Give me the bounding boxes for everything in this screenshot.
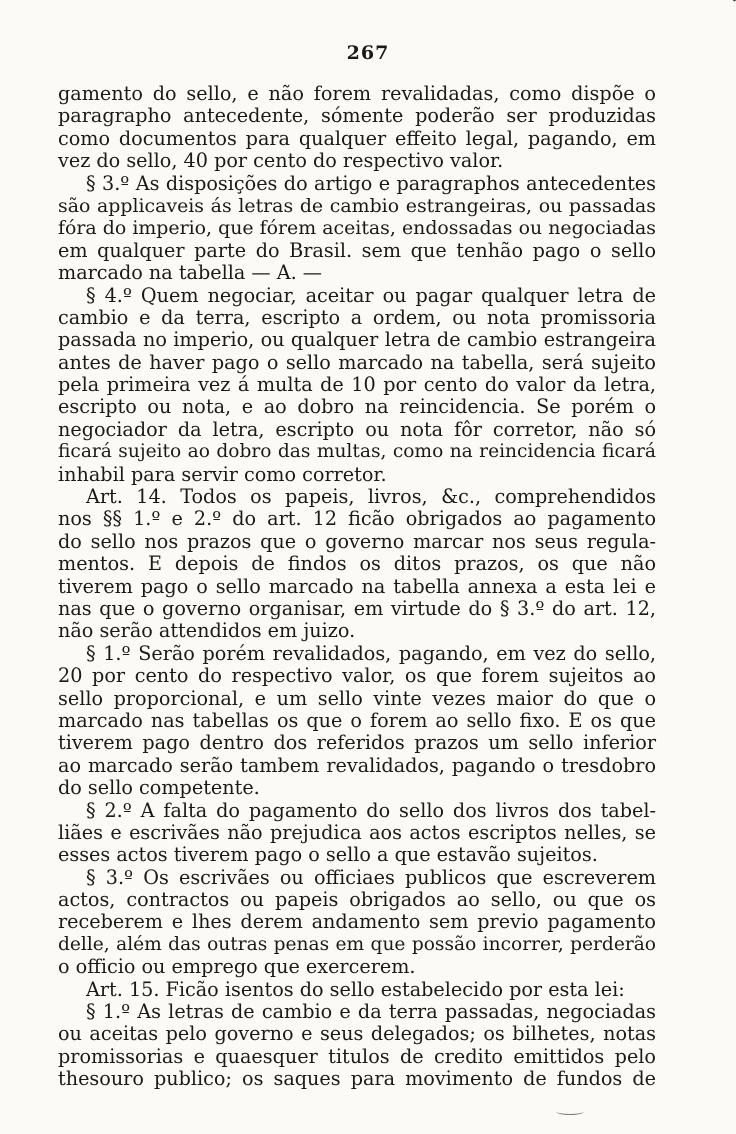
text-line: esses actos tiverem pago o sello a que estavão sujeitos. <box>58 843 598 867</box>
text-line: o officio ou emprego que exercerem. <box>58 955 416 979</box>
page-number: 267 <box>346 42 390 64</box>
text-line: promissorias e quaesquer titulos de credito emittidos pelo <box>58 1044 656 1068</box>
text-line: § 1.º As letras de cambio e da terra passadas, negociadas <box>86 1000 656 1024</box>
text-line: § 3.º Os escrivães ou officiaes publicos que escreverem <box>86 865 656 889</box>
text-line: ou aceitas pelo governo e seus delegados; os bilhetes, notas <box>58 1022 656 1046</box>
text-line: § 2.º A falta do pagamento do sello dos livros dos tabel- <box>86 798 656 822</box>
body-text <box>58 83 656 1091</box>
text-line: 20 por cento do respectivo valor, os que forem sujeitos ao <box>58 664 656 688</box>
text-line: § 4.º Quem negociar, aceitar ou pagar qualquer letra de <box>86 283 656 307</box>
text-line: tiverem pago o sello marcado na tabella annexa a esta lei e <box>58 574 656 598</box>
text-line: Art. 15. Ficão isentos do sello estabelecido por esta lei: <box>86 977 625 1001</box>
text-line: são applicaveis ás letras de cambio estrangeiras, ou passadas <box>58 194 656 217</box>
text-line: § 1.º Serão porém revalidados, pagando, em vez do sello, <box>86 641 656 665</box>
text-line: marcado na tabella — A. — <box>58 261 322 285</box>
text-line: Art. 14. Todos os papeis, livros, &c., comprehendidos <box>86 485 656 509</box>
text-line: liães e escrivães não prejudica aos actos escriptos nelles, se <box>58 820 656 844</box>
corner-scan-mark <box>721 0 736 10</box>
footer-mark <box>556 1108 584 1115</box>
text-line: actos, contractos ou papeis obrigados ao sello, ou que os <box>58 888 656 912</box>
text-line: paragrapho antecedente, sómente poderão ser produzidas <box>58 104 656 128</box>
text-line: mentos. E depois de findos os ditos prazos, os que não <box>58 552 656 576</box>
text-line: como documentos para qualquer effeito legal, pagando, em <box>58 126 656 150</box>
text-line: § 3.º As disposições do artigo e paragraphos antecedentes <box>86 171 656 195</box>
text-line: negociador da letra, escripto ou nota fôr corretor, não só <box>58 417 656 441</box>
text-line: sello proporcional, e um sello vinte vezes maior do que o <box>58 686 656 710</box>
text-line: nos §§ 1.º e 2.º do art. 12 ficão obrigados ao pagamento <box>58 507 656 531</box>
text-line: escripto ou nota, e ao dobro na reincidencia. Se porém o <box>58 395 656 419</box>
text-line: delle, além das outras penas em que possão incorrer, perderão <box>58 933 656 955</box>
text-line: cambio e da terra, escripto a ordem, ou nota promissoria <box>58 305 656 329</box>
text-line: do sello nos prazos que o governo marcar nos seus regula- <box>58 529 656 553</box>
text-line: pela primeira vez á multa de 10 por cento do valor da letra, <box>58 373 656 397</box>
text-line: inhabil para servir como corretor. <box>58 462 387 486</box>
text-line: do sello competente. <box>58 776 260 800</box>
text-line: vez do sello, 40 por cento do respectivo valor. <box>58 149 504 173</box>
text-line: nas que o governo organisar, em virtude do § 3.º do art. 12, <box>58 596 656 620</box>
text-line: passada no imperio, ou qualquer letra de cambio estrangeira <box>58 328 656 352</box>
text-line: tiverem pago dentro dos referidos prazos um sello inferior <box>58 731 656 755</box>
text-line: ficará sujeito ao dobro das multas, como na reincidencia ficará <box>58 441 656 463</box>
text-line: receberem e lhes derem andamento sem previo pagamento <box>58 910 656 934</box>
text-line: gamento do sello, e não forem revalidadas, como dispõe o <box>58 82 656 105</box>
text-line: antes de haver pago o sello marcado na tabella, será sujeito <box>58 350 656 374</box>
text-line: marcado nas tabellas os que o forem ao sello fixo. E os que <box>58 708 656 732</box>
text-line: não serão attendidos em juizo. <box>58 619 356 643</box>
text-line: em qualquer parte do Brasil. sem que tenhão pago o sello <box>58 238 656 262</box>
text-line: fóra do imperio, que fórem aceitas, endossadas ou negociadas <box>58 217 656 240</box>
text-line: ao marcado serão tambem revalidados, pagando o tresdobro <box>58 753 656 777</box>
text-line: thesouro publico; os saques para movimento de fundos de <box>58 1067 656 1091</box>
